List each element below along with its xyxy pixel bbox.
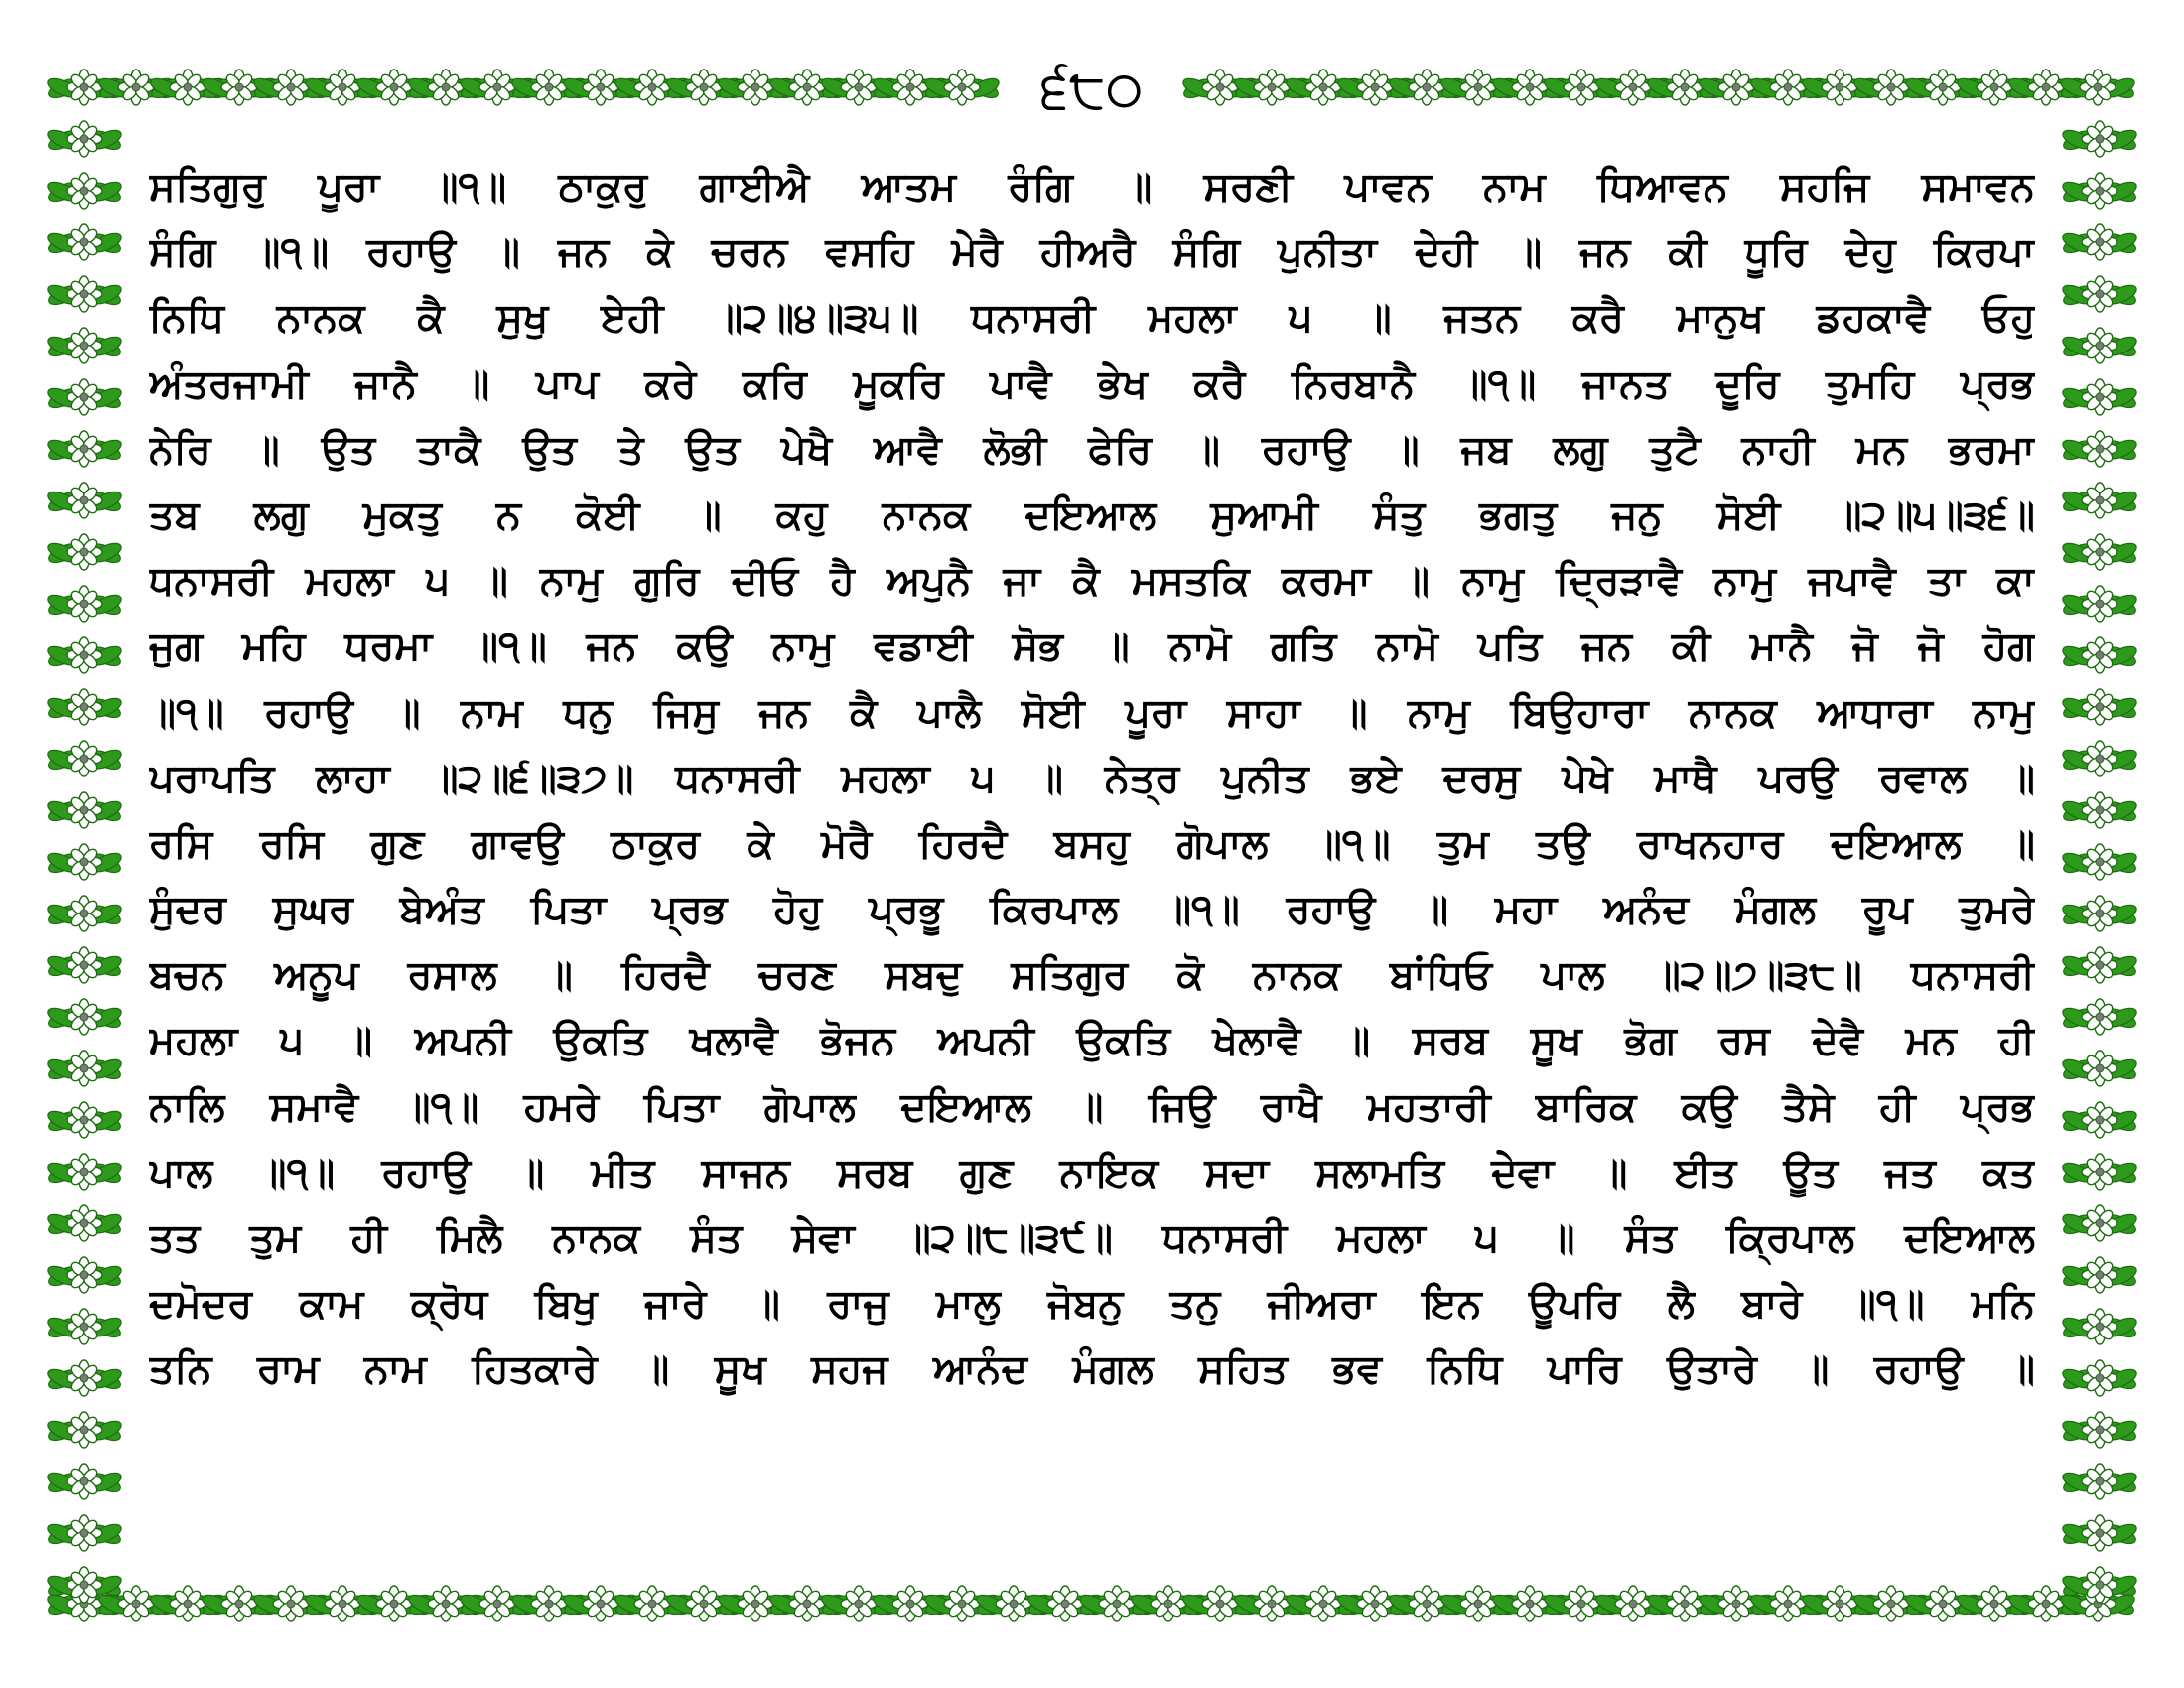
flower-vine-icon bbox=[2060, 1102, 2139, 1138]
flower-vine-icon bbox=[2060, 844, 2139, 880]
text-line: ਤਤ ਤੁਮ ਹੀ ਮਿਲੈ ਨਾਨਕ ਸੰਤ ਸੇਵਾ ॥੨॥੮॥੩੯॥ ਧਨਾਸਰੀ ਮਹਲਾ ੫ ॥ ਸੰਤ ਕ੍ਰਿਪਾਲ ਦਇਆਲ bbox=[149, 1215, 2035, 1261]
flower-vine-icon bbox=[45, 637, 124, 673]
flower-vine-icon bbox=[45, 947, 124, 983]
flower-vine-icon bbox=[2060, 741, 2139, 776]
flower-vine-icon bbox=[45, 1051, 124, 1086]
flower-vine-icon bbox=[45, 173, 124, 209]
flower-vine-icon bbox=[45, 431, 124, 467]
flower-vine-icon bbox=[2060, 379, 2139, 415]
flower-vine-icon bbox=[45, 1309, 124, 1344]
flower-vine-icon bbox=[45, 379, 124, 415]
flower-vine-icon bbox=[2060, 483, 2139, 518]
flower-vine-icon bbox=[45, 1412, 124, 1448]
text-line: ਨੇਰਿ ॥ ਉਤ ਤਾਕੈ ਉਤ ਤੇ ਉਤ ਪੇਖੈ ਆਵੈ ਲੋਭੀ ਫੇਰਿ ॥ ਰਹਾਉ ॥ ਜਬ ਲਗੁ ਤੁਟੈ ਨਾਹੀ ਮਨ ਭਰਮਾ bbox=[149, 426, 2035, 473]
flower-vine-icon bbox=[2060, 586, 2139, 622]
flower-vine-icon bbox=[2060, 792, 2139, 828]
flower-vine-icon bbox=[2060, 534, 2139, 570]
flower-vine-icon bbox=[2060, 1154, 2139, 1190]
text-line: ਸੁੰਦਰ ਸੁਘਰ ਬੇਅੰਤ ਪਿਤਾ ਪ੍ਰਭ ਹੋਹੁ ਪ੍ਰਭੂ ਕਿਰਪਾਲ ॥੧॥ ਰਹਾਉ ॥ ਮਹਾ ਅਨੰਦ ਮੰਗਲ ਰੂਪ ਤੁਮਰੇ bbox=[149, 887, 2035, 933]
flower-vine-icon bbox=[2060, 173, 2139, 209]
flower-vine-icon bbox=[45, 224, 124, 260]
flower-vine-icon bbox=[2060, 1257, 2139, 1293]
flower-vine-icon bbox=[2060, 1515, 2139, 1551]
flower-vine-icon bbox=[2060, 1205, 2139, 1241]
flower-vine-icon bbox=[2060, 637, 2139, 673]
flower-vine-icon bbox=[45, 689, 124, 725]
flower-vine-icon bbox=[2060, 328, 2139, 363]
text-line: ਨਾਲਿ ਸਮਾਵੈ ॥੧॥ ਹਮਰੇ ਪਿਤਾ ਗੋਪਾਲ ਦਇਆਲ ॥ ਜਿਉ ਰਾਖੈ ਮਹਤਾਰੀ ਬਾਰਿਕ ਕਉ ਤੈਸੇ ਹੀ ਪ੍ਰਭ bbox=[149, 1083, 2035, 1130]
flower-vine-icon bbox=[45, 1257, 124, 1293]
flower-vine-icon bbox=[45, 741, 124, 776]
flower-vine-icon bbox=[2060, 896, 2139, 931]
text-line: ਦਮੋਦਰ ਕਾਮ ਕ੍ਰੋਧ ਬਿਖੁ ਜਾਰੇ ॥ ਰਾਜੁ ਮਾਲੁ ਜੋਬਨੁ ਤਨੁ ਜੀਅਰਾ ਇਨ ਊਪਰਿ ਲੈ ਬਾਰੇ ॥੧॥ ਮਨਿ bbox=[149, 1281, 2035, 1328]
flower-vine-icon bbox=[2060, 947, 2139, 983]
flower-vine-icon bbox=[2060, 1464, 2139, 1499]
flower-vine-icon bbox=[2058, 70, 2137, 105]
text-line: ਰਸਿ ਰਸਿ ਗੁਣ ਗਾਵਉ ਠਾਕੁਰ ਕੇ ਮੋਰੈ ਹਿਰਦੈ ਬਸਹੁ ਗੋਪਾਲ ॥੧॥ ਤੁਮ ਤਉ ਰਾਖਨਹਾਰ ਦਇਆਲ ॥ bbox=[149, 820, 2035, 867]
text-line: ਪਰਾਪਤਿ ਲਾਹਾ ॥੨॥੬॥੩੭॥ ਧਨਾਸਰੀ ਮਹਲਾ ੫ ॥ ਨੇਤ੍ਰ ਪੁਨੀਤ ਭਏ ਦਰਸੁ ਪੇਖੇ ਮਾਥੈ ਪਰਉ ਰਵਾਲ ॥ bbox=[149, 755, 2035, 801]
flower-vine-icon bbox=[45, 483, 124, 518]
flower-vine-icon bbox=[45, 121, 124, 157]
flower-vine-icon bbox=[45, 534, 124, 570]
flower-vine-icon bbox=[45, 1102, 124, 1138]
flower-vine-icon bbox=[2060, 1412, 2139, 1448]
flower-vine-icon bbox=[2060, 999, 2139, 1035]
flower-vine-icon bbox=[2060, 224, 2139, 260]
text-line: ਅੰਤਰਜਾਮੀ ਜਾਨੈ ॥ ਪਾਪ ਕਰੇ ਕਰਿ ਮੂਕਰਿ ਪਾਵੈ ਭੇਖ ਕਰੈ ਨਿਰਬਾਨੈ ॥੧॥ ਜਾਨਤ ਦੂਰਿ ਤੁਮਹਿ ਪ੍ਰਭ bbox=[149, 360, 2035, 407]
flower-vine-icon bbox=[2060, 431, 2139, 467]
flower-vine-icon bbox=[2060, 276, 2139, 312]
text-line: ਬਚਨ ਅਨੂਪ ਰਸਾਲ ॥ ਹਿਰਦੈ ਚਰਣ ਸਬਦੁ ਸਤਿਗੁਰ ਕੋ ਨਾਨਕ ਬਾਂਧਿਓ ਪਾਲ ॥੨॥੭॥੩੮॥ ਧਨਾਸਰੀ bbox=[149, 952, 2035, 999]
flower-vine-icon bbox=[45, 1360, 124, 1396]
text-line: ਧਨਾਸਰੀ ਮਹਲਾ ੫ ॥ ਨਾਮੁ ਗੁਰਿ ਦੀਓ ਹੈ ਅਪੁਨੈ ਜਾ ਕੈ ਮਸਤਕਿ ਕਰਮਾ ॥ ਨਾਮੁ ਦ੍ਰਿੜਾਵੈ ਨਾਮੁ ਜਪਾਵੈ ਤਾ ਕਾ bbox=[149, 558, 2035, 605]
flower-vine-icon bbox=[45, 896, 124, 931]
flower-vine-icon bbox=[2060, 121, 2139, 157]
flower-vine-icon bbox=[2060, 689, 2139, 725]
flower-vine-icon bbox=[45, 1154, 124, 1190]
text-line: ਪਾਲ ॥੧॥ ਰਹਾਉ ॥ ਮੀਤ ਸਾਜਨ ਸਰਬ ਗੁਣ ਨਾਇਕ ਸਦਾ ਸਲਾਮਤਿ ਦੇਵਾ ॥ ਈਤ ਊਤ ਜਤ ਕਤ bbox=[149, 1149, 2035, 1196]
flower-vine-icon bbox=[2060, 1309, 2139, 1344]
text-line: ਜੁਗ ਮਹਿ ਧਰਮਾ ॥੧॥ ਜਨ ਕਉ ਨਾਮੁ ਵਡਾਈ ਸੋਭ ॥ ਨਾਮੋ ਗਤਿ ਨਾਮੋ ਪਤਿ ਜਨ ਕੀ ਮਾਨੈ ਜੋ ਜੋ ਹੋਗ bbox=[149, 624, 2035, 670]
text-line: ਮਹਲਾ ੫ ॥ ਅਪਨੀ ਉਕਤਿ ਖਲਾਵੈ ਭੋਜਨ ਅਪਨੀ ਉਕਤਿ ਖੇਲਾਵੈ ॥ ਸਰਬ ਸੂਖ ਭੋਗ ਰਸ ਦੇਵੈ ਮਨ ਹੀ bbox=[149, 1018, 2035, 1064]
flower-vine-icon bbox=[45, 1464, 124, 1499]
flower-vine-icon bbox=[45, 586, 124, 622]
text-line: ਤਬ ਲਗੁ ਮੁਕਤੁ ਨ ਕੋਈ ॥ ਕਹੁ ਨਾਨਕ ਦਇਆਲ ਸੁਆਮੀ ਸੰਤੁ ਭਗਤੁ ਜਨੁ ਸੋਈ ॥੨॥੫॥੩੬॥ bbox=[149, 492, 2035, 538]
text-line: ਤਨਿ ਰਾਮ ਨਾਮ ਹਿਤਕਾਰੇ ॥ ਸੂਖ ਸਹਜ ਆਨੰਦ ਮੰਗਲ ਸਹਿਤ ਭਵ ਨਿਧਿ ਪਾਰਿ ਉਤਾਰੇ ॥ ਰਹਾਉ ॥ bbox=[149, 1346, 2035, 1393]
flower-vine-icon bbox=[45, 1515, 124, 1551]
text-line: ਸੰਗਿ ॥੧॥ ਰਹਾਉ ॥ ਜਨ ਕੇ ਚਰਨ ਵਸਹਿ ਮੇਰੈ ਹੀਅਰੈ ਸੰਗਿ ਪੁਨੀਤਾ ਦੇਹੀ ॥ ਜਨ ਕੀ ਧੂਰਿ ਦੇਹੁ ਕਿਰਪਾ bbox=[149, 229, 2035, 276]
gurbani-text-block bbox=[149, 154, 2035, 1534]
flower-vine-icon bbox=[2060, 1051, 2139, 1086]
flower-vine-icon bbox=[45, 844, 124, 880]
text-line: ਨਿਧਿ ਨਾਨਕ ਕੈ ਸੁਖੁ ਏਹੀ ॥੨॥੪॥੩੫॥ ਧਨਾਸਰੀ ਮਹਲਾ ੫ ॥ ਜਤਨ ਕਰੈ ਮਾਨੁਖ ਡਹਕਾਵੈ ਓਹੁ bbox=[149, 295, 2035, 342]
flower-vine-icon bbox=[922, 70, 1002, 105]
flower-vine-icon bbox=[45, 792, 124, 828]
page-number: ੬੮੦ bbox=[1013, 50, 1171, 129]
flower-vine-icon bbox=[45, 328, 124, 363]
flower-vine-icon bbox=[2060, 1360, 2139, 1396]
text-line: ॥੧॥ ਰਹਾਉ ॥ ਨਾਮ ਧਨੁ ਜਿਸੁ ਜਨ ਕੈ ਪਾਲੈ ਸੋਈ ਪੂਰਾ ਸਾਹਾ ॥ ਨਾਮੁ ਬਿਉਹਾਰਾ ਨਾਨਕ ਆਧਾਰਾ ਨਾਮੁ bbox=[149, 689, 2035, 736]
text-line: ਸਤਿਗੁਰੁ ਪੂਰਾ ॥੧॥ ਠਾਕੁਰੁ ਗਾਈਐ ਆਤਮ ਰੰਗਿ ॥ ਸਰਣੀ ਪਾਵਨ ਨਾਮ ਧਿਆਵਨ ਸਹਜਿ ਸਮਾਵਨ bbox=[149, 164, 2035, 210]
flower-vine-icon bbox=[45, 1205, 124, 1241]
flower-vine-icon bbox=[45, 276, 124, 312]
flower-vine-icon bbox=[45, 999, 124, 1035]
